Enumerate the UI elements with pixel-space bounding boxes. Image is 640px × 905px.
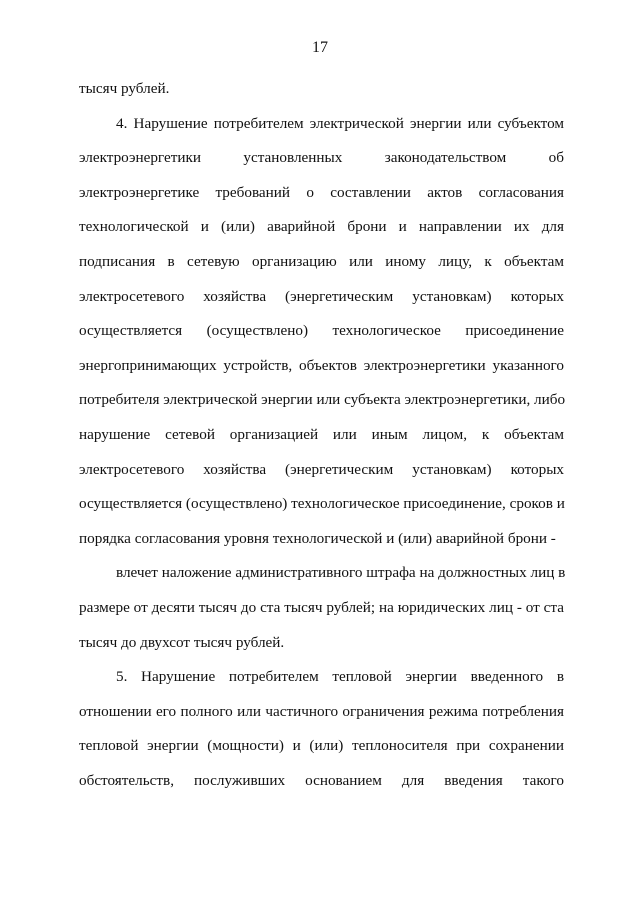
text-line: 4. Нарушение потребителем электрической энергии или субъектом: [116, 114, 564, 132]
text-line: отношении его полного или частичного ограничения режима потребления: [79, 702, 564, 720]
text-line: электроэнергетики установленных законодательством об: [79, 149, 564, 167]
text-line: электроэнергетике требований о составлении актов согласования: [79, 183, 564, 201]
text-line: потребителя электрической энергии или субъекта электроэнергетики, либо: [79, 391, 566, 409]
text-line: электросетевого хозяйства (энергетическим установкам) которых: [79, 287, 564, 305]
text-line: влечет наложение административного штрафа на должностных лиц в: [116, 564, 566, 582]
text-line: нарушение сетевой организацией или иным лицом, к объектам: [79, 426, 564, 443]
text-line: обстоятельств, послуживших основанием для введения такого: [79, 772, 564, 789]
text-line: технологической и (или) аварийной брони и направлении их для: [79, 218, 564, 236]
text-line: тысяч рублей.: [79, 80, 170, 97]
text-line: размере от десяти тысяч до ста тысяч рублей; на юридических лиц - от ста: [79, 599, 564, 616]
page-number: 17: [312, 39, 328, 56]
text-line: подписания в сетевую организацию или иному лицу, к объектам: [79, 253, 564, 270]
text-line: 5. Нарушение потребителем тепловой энергии введенного в: [116, 668, 564, 686]
text-line: тысяч до двухсот тысяч рублей.: [79, 633, 285, 651]
text-line: электросетевого хозяйства (энергетическим установкам) которых: [79, 460, 564, 478]
text-line: энергопринимающих устройств, объектов электроэнергетики указанного: [79, 356, 564, 374]
text-line: осуществляется (осуществлено) технологическое присоединение: [79, 322, 564, 340]
text-line: осуществляется (осуществлено) технологическое присоединение, сроков и: [79, 495, 565, 513]
text-line: тепловой энергии (мощности) и (или) теплоносителя при сохранении: [79, 737, 564, 755]
text-line: порядка согласования уровня технологической и (или) аварийной брони -: [79, 529, 556, 547]
